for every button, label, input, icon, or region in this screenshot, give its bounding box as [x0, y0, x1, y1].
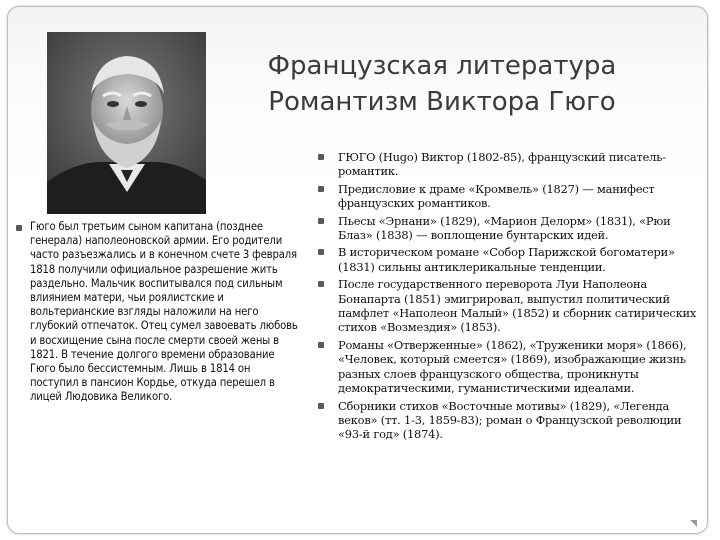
fact-item: [318, 182, 700, 211]
fact-item: [318, 214, 700, 243]
bullet-icon: [16, 225, 22, 231]
portrait-image: [47, 32, 206, 214]
fact-text: Пьесы «Эрнани» (1829), «Марион Делорм» (1831), «Рюи Блаз» (1838) — воплощение бунтарских идей.: [338, 213, 671, 243]
title-line-2: Романтизм Виктора Гюго: [268, 87, 616, 117]
fact-item: [318, 399, 700, 442]
portrait-photo-icon: [47, 32, 206, 214]
fact-text: Романы «Отверженные» (1862), «Труженики моря» (1866), «Человек, который смеется» (1869), изображающие жизнь разных слоев французского общества, проникнуты демократическими, гуманистическими идеалами.: [338, 337, 687, 396]
fact-text: Предисловие к драме «Кромвель» (1827) — манифест французских романтиков.: [338, 181, 655, 211]
fact-item: [318, 150, 700, 179]
corner-arrow-icon: [690, 520, 697, 527]
fact-text: После государственного переворота Луи Наполеона Бонапарта (1851) эмигрировал, выпустил политический памфлет «Наполеон Малый» (1852) и сборник сатирических стихов «Возмездия» (1853).: [338, 277, 697, 335]
fact-item: [318, 245, 700, 274]
bullet-icon: [318, 403, 324, 409]
bullet-icon: [318, 218, 324, 224]
facts-column: [318, 150, 700, 445]
bullet-icon: [318, 154, 324, 160]
facts-list: [318, 150, 700, 442]
fact-text: ГЮГО (Hugo) Виктор (1802-85), французский писатель-романтик.: [338, 150, 666, 179]
fact-text: В историческом романе «Собор Парижской богоматери» (1831) сильны антиклерикальные тенденции.: [338, 245, 675, 274]
biography-text: Гюго был третьим сыном капитана (позднее генерала) наполеоновской армии. Его родители часто разъезжались и в конечном счете 3 февраля 1818 получили официальное разрешение жить раздельно. Мальчик воспитывался под сильным влиянием матери, чьи роялистские и вольтерианские взгляды наложили на него глубокий отпечаток. Отец сумел завоевать любовь и восхищение сына после смерти своей жены в 1821. В течение долгого времени образование Гюго было бессистемным. Лишь в 1814 он поступил в пансион Кордье, откуда перешел в лицей Людовика Великого.: [30, 220, 298, 404]
bullet-icon: [318, 186, 324, 192]
bullet-icon: [318, 249, 324, 255]
fact-item: [318, 277, 700, 335]
title-line-1: Французская литература: [267, 51, 617, 81]
bullet-icon: [318, 342, 324, 348]
biography-item: [16, 220, 298, 405]
biography-column: [16, 220, 298, 405]
bullet-icon: [318, 281, 324, 287]
fact-text: Сборники стихов «Восточные мотивы» (1829), «Легенда веков» (тт. 1-3, 1859-83); роман о Французской революции «93-й год» (1874).: [338, 398, 682, 442]
slide-title: [232, 48, 652, 120]
fact-item: [318, 338, 700, 396]
